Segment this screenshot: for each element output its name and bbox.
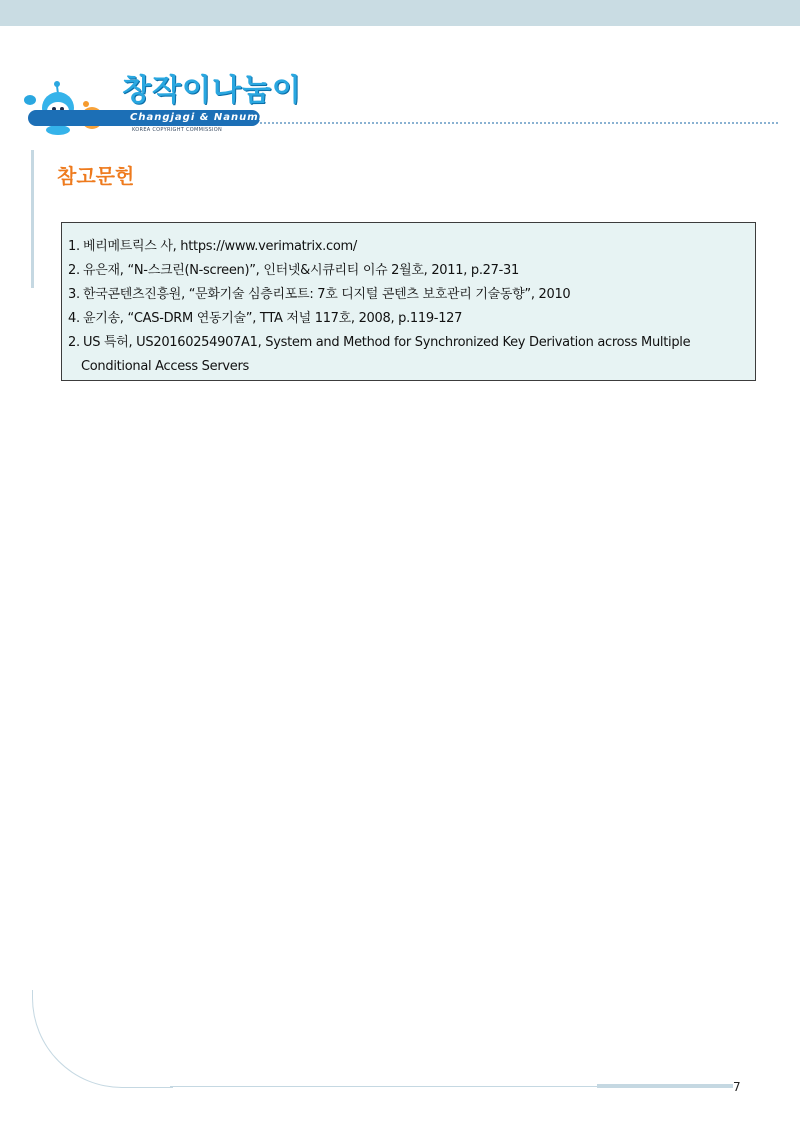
top-band [0,0,800,26]
logo-subtitle: Changjagi & Nanumi [130,112,264,123]
logo [22,73,302,136]
page-number: 7 [733,1080,741,1094]
reference-box [61,222,756,381]
reference-item [68,259,749,283]
reference-text: 윤기송, “CAS-DRM 연동기술”, TTA 저널 117호, 2008, p.119-127 [83,311,463,326]
reference-number: 3. [68,287,80,302]
reference-text: US 특허, US20160254907A1, System and Method for Synchronized Key Derivation across Multiple [83,335,691,350]
reference-text-continuation: Conditional Access Servers [81,359,249,374]
reference-item [68,235,749,259]
reference-item [68,331,749,379]
reference-number: 2. [68,263,80,278]
left-margin-rule [31,150,34,288]
footer-bar [597,1084,733,1088]
section-title: 참고문헌 [57,164,135,189]
reference-number: 1. [68,239,80,254]
bottom-left-corner-line [32,990,173,1088]
reference-number: 4. [68,311,80,326]
reference-text: 한국콘텐츠진흥원, “문화기술 심층리포트: 7호 디지털 콘텐츠 보호관리 기술동향”, 2010 [83,287,571,302]
reference-item [68,283,749,307]
mascot-icon [22,74,122,136]
logo-title: 창작이나눔이 [122,73,302,108]
header-dotted-rule [260,122,778,124]
reference-text: 베리메트릭스 사, https://www.verimatrix.com/ [83,239,357,254]
logo-organization: KOREA COPYRIGHT COMMISSION [132,127,223,133]
reference-text: 유은재, “N-스크린(N-screen)”, 인터넷&시큐리티 이슈 2월호, 2011, p.27-31 [83,263,519,278]
reference-item [68,307,749,331]
reference-number: 2. [68,335,80,350]
